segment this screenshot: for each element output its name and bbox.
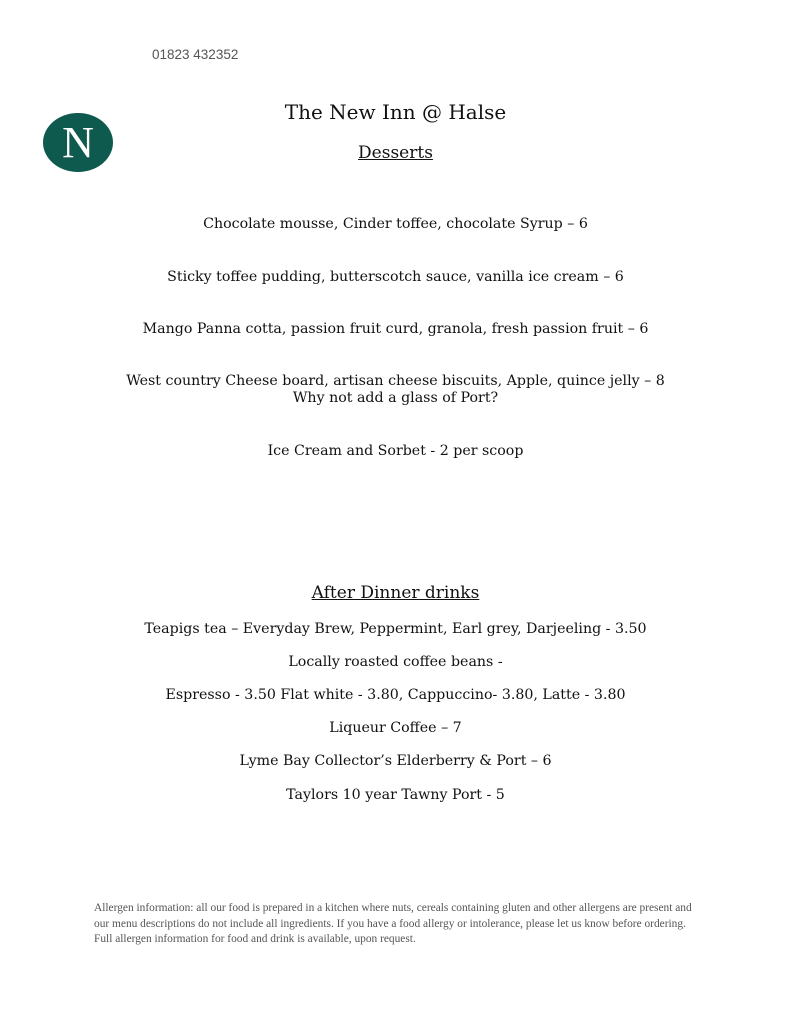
drink-item: Espresso - 3.50 Flat white - 3.80, Cappuccino- 3.80, Latte - 3.80 (165, 687, 626, 703)
drink-item: Liqueur Coffee – 7 (329, 720, 462, 736)
drink-item: Teapigs tea – Everyday Brew, Peppermint, Earl grey, Darjeeling - 3.50 (144, 621, 647, 637)
dessert-item: Mango Panna cotta, passion fruit curd, granola, fresh passion fruit – 6 (142, 321, 649, 337)
logo-letter: N (62, 117, 94, 167)
dessert-item: Chocolate mousse, Cinder toffee, chocolate Syrup – 6 (203, 216, 588, 232)
drink-item: Lyme Bay Collector’s Elderberry & Port – 6 (239, 753, 552, 769)
dessert-item: Sticky toffee pudding, butterscotch sauce, vanilla ice cream – 6 (167, 269, 624, 285)
inn-logo (43, 113, 113, 172)
desserts-heading: Desserts (358, 143, 433, 163)
phone-number: 01823 432352 (152, 47, 239, 62)
drink-item: Taylors 10 year Tawny Port - 5 (286, 787, 505, 803)
allergen-notice: Allergen information: all our food is prepared in a kitchen where nuts, cereals containing gluten and other allergens are present and our menu descriptions do not include all ingredients. If you have a food allergy or intolerance, please let us know before ordering. Full allergen information for food and drink is available, upon request. (94, 902, 692, 945)
dessert-item: Ice Cream and Sorbet - 2 per scoop (267, 443, 524, 459)
dessert-item: West country Cheese board, artisan cheese biscuits, Apple, quince jelly – 8 (126, 373, 665, 389)
page-title: The New Inn @ Halse (284, 100, 507, 124)
dessert-note: Why not add a glass of Port? (292, 390, 499, 406)
drinks-heading: After Dinner drinks (311, 583, 480, 603)
drink-item: Locally roasted coffee beans - (288, 654, 503, 670)
